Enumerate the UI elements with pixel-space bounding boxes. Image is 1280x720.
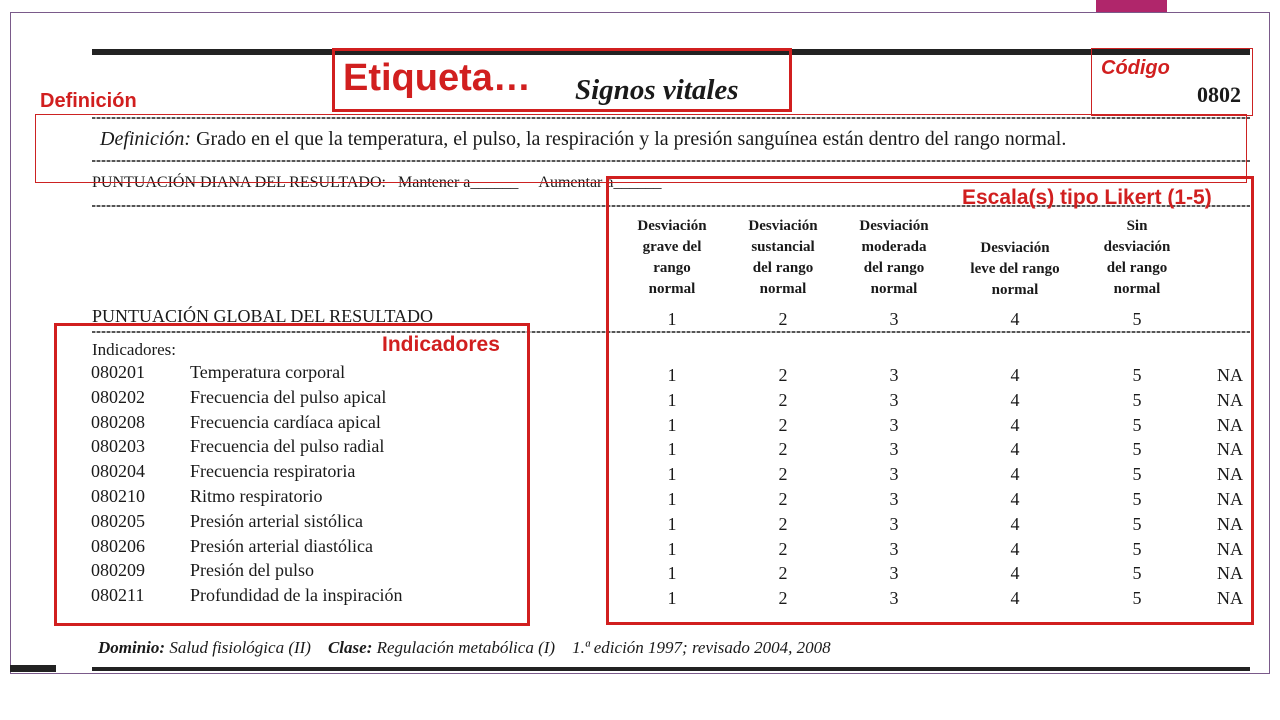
indicator-name: Frecuencia del pulso apical — [190, 386, 387, 407]
indicators-label: Indicadores: — [92, 340, 177, 359]
rating-option[interactable]: 5 — [1132, 464, 1142, 485]
outcome-code: 0802 — [1197, 82, 1241, 107]
indicator-name: Frecuencia respiratoria — [190, 461, 356, 482]
definition-text: Grado en el que la temperatura, el pulso, la respiración y la presión sanguínea están dentro del rango normal. — [196, 128, 1067, 150]
indicator-code: 080201 — [91, 362, 145, 382]
scale-header-line: leve del rango — [970, 261, 1060, 277]
rating-option[interactable]: 4 — [1010, 538, 1020, 559]
rating-option[interactable]: 3 — [889, 365, 899, 385]
indicator-code: 080202 — [91, 386, 145, 407]
scale-header-line: del rango — [752, 260, 814, 276]
indicator-code: 080209 — [91, 560, 145, 581]
indicator-code: 080204 — [91, 461, 145, 482]
rating-option[interactable]: 2 — [778, 464, 788, 485]
rating-option[interactable]: 5 — [1132, 489, 1142, 509]
bottom-rule — [92, 667, 1250, 671]
indicators-annotation: Indicadores — [382, 333, 500, 356]
rating-option[interactable]: 5 — [1132, 439, 1142, 460]
na-option[interactable]: NA — [1217, 365, 1243, 385]
accent-tab — [1096, 0, 1167, 12]
scale-header-line: del rango — [863, 260, 925, 276]
definition-annotation: Definición — [40, 90, 137, 112]
rating-option[interactable]: 3 — [889, 414, 899, 435]
likert-annotation — [962, 186, 1212, 209]
indicator-code: 080206 — [91, 535, 145, 556]
target-score-label: PUNTUACIÓN DIANA DEL RESULTADO: — [92, 174, 386, 191]
na-option[interactable]: NA — [1217, 464, 1243, 485]
na-option[interactable]: NA — [1217, 414, 1243, 435]
scale-header-line: Desviación — [748, 218, 818, 234]
scale-header-line: Desviación — [980, 240, 1050, 256]
rating-option[interactable]: 1 — [667, 365, 677, 385]
code-annotation: Código — [1101, 57, 1170, 79]
scale-number: 1 — [667, 309, 677, 329]
rating-option[interactable]: 1 — [667, 439, 677, 460]
label-annotation: Etiqueta… — [343, 57, 531, 99]
rating-option[interactable]: 4 — [1010, 464, 1020, 485]
rating-option[interactable]: 5 — [1132, 538, 1142, 559]
rating-option[interactable]: 1 — [667, 513, 677, 534]
rating-option[interactable]: 5 — [1132, 513, 1142, 534]
rating-option[interactable]: 5 — [1132, 414, 1142, 435]
rating-option[interactable]: 4 — [1010, 563, 1020, 584]
rating-option[interactable]: 3 — [889, 513, 899, 534]
outcome-title: Signos vitales — [575, 74, 739, 106]
rating-option[interactable]: 2 — [778, 513, 788, 534]
rating-option[interactable]: 4 — [1010, 414, 1020, 435]
indicator-name: Profundidad de la inspiración — [190, 585, 403, 606]
rating-option[interactable]: 3 — [889, 563, 899, 584]
indicator-code: 080203 — [91, 436, 145, 457]
indicator-name: Temperatura corporal — [190, 362, 346, 382]
scale-number: 4 — [1010, 309, 1020, 329]
scale-header-line: Desviación — [859, 218, 929, 234]
scale-header-line: normal — [870, 281, 918, 297]
rating-option[interactable]: 4 — [1010, 513, 1020, 534]
rating-option[interactable]: 1 — [667, 389, 677, 410]
indicator-code: 080210 — [91, 486, 145, 506]
na-option[interactable]: NA — [1217, 439, 1243, 460]
rating-option[interactable]: 5 — [1132, 588, 1142, 609]
rating-option[interactable]: 4 — [1010, 439, 1020, 460]
rating-option[interactable]: 1 — [667, 464, 677, 485]
rating-option[interactable]: 5 — [1132, 389, 1142, 410]
rating-option[interactable]: 3 — [889, 489, 899, 509]
likert-annotation-text: Escala(s) tipo Likert (1-5) — [962, 186, 1212, 209]
indicator-code: 080205 — [91, 510, 145, 531]
rating-option[interactable]: 1 — [667, 588, 677, 609]
rating-option[interactable]: 4 — [1010, 489, 1020, 509]
na-option[interactable]: NA — [1217, 538, 1243, 559]
rating-option[interactable]: 3 — [889, 439, 899, 460]
scale-header-line: Sin — [1126, 218, 1148, 234]
rating-option[interactable]: 4 — [1010, 389, 1020, 410]
scale-header-line: rango — [653, 260, 691, 276]
scale-header-line: normal — [648, 281, 696, 297]
class: Regulación metabólica (I) — [376, 638, 556, 657]
scale-header-line: Desviación — [637, 218, 707, 234]
rating-option[interactable]: 2 — [778, 414, 788, 435]
rating-option[interactable]: 3 — [889, 389, 899, 410]
scale-header-line: grave del — [642, 239, 702, 255]
scale-number: 5 — [1132, 309, 1142, 329]
rating-option[interactable]: 4 — [1010, 365, 1020, 385]
scale-number: 2 — [778, 309, 788, 329]
indicators-annotation-box — [54, 323, 530, 626]
definition-annotation-box — [35, 114, 1247, 183]
rating-option[interactable]: 2 — [778, 588, 788, 609]
rating-option[interactable]: 2 — [778, 563, 788, 584]
rating-option[interactable]: 2 — [778, 365, 788, 385]
increase-field: Aumentar a______ — [538, 174, 662, 191]
global-score-label: PUNTUACIÓN GLOBAL DEL RESULTADO — [92, 306, 434, 326]
scale-header-line: normal — [759, 281, 807, 297]
rating-option[interactable]: 3 — [889, 588, 899, 609]
scale-header-line: del rango — [1106, 260, 1168, 276]
rating-option[interactable]: 2 — [778, 538, 788, 559]
na-option[interactable]: NA — [1217, 389, 1243, 410]
likert-annotation-box — [606, 176, 1254, 625]
maintain-field: Mantener a______ — [397, 174, 519, 191]
rating-option[interactable]: 2 — [778, 489, 788, 509]
scale-header-line: desviación — [1103, 239, 1171, 255]
footer-bar — [10, 665, 56, 672]
edition: 1.ª edición 1997; revisado 2004, 2008 — [572, 638, 831, 657]
indicator-name: Frecuencia del pulso radial — [190, 436, 385, 457]
rating-option[interactable]: 4 — [1010, 588, 1020, 609]
class-label: Clase: — [327, 638, 373, 657]
scale-header-line: normal — [1113, 281, 1161, 297]
rating-option[interactable]: 5 — [1132, 563, 1142, 584]
indicator-name: Ritmo respiratorio — [190, 486, 323, 506]
rating-option[interactable]: 5 — [1132, 365, 1142, 385]
scale-number: 3 — [889, 309, 899, 329]
indicator-name: Presión arterial sistólica — [190, 510, 363, 531]
indicator-name: Presión arterial diastólica — [190, 535, 373, 556]
rating-option[interactable]: 2 — [778, 439, 788, 460]
rating-option[interactable]: 3 — [889, 538, 899, 559]
rating-option[interactable]: 3 — [889, 464, 899, 485]
indicator-name: Frecuencia cardíaca apical — [190, 411, 381, 432]
na-option[interactable]: NA — [1217, 513, 1243, 534]
domain: Salud fisiológica (II) — [169, 638, 311, 657]
na-option[interactable]: NA — [1217, 588, 1243, 609]
scale-header-line: normal — [991, 282, 1039, 298]
definition-label: Definición: — [100, 128, 192, 150]
indicator-code: 080208 — [91, 411, 145, 432]
domain-label: Dominio: — [98, 638, 166, 657]
indicator-name: Presión del pulso — [190, 560, 314, 581]
scale-header-line: sustancial — [751, 239, 815, 255]
footer-info — [98, 638, 831, 658]
na-option[interactable]: NA — [1217, 489, 1243, 509]
rating-option[interactable]: 1 — [667, 414, 677, 435]
rating-option[interactable]: 2 — [778, 389, 788, 410]
rating-option[interactable]: 1 — [667, 489, 677, 509]
rating-option[interactable]: 1 — [667, 563, 677, 584]
rating-option[interactable]: 1 — [667, 538, 677, 559]
indicator-code: 080211 — [91, 585, 145, 606]
scale-header-line: moderada — [861, 239, 927, 255]
na-option[interactable]: NA — [1217, 563, 1243, 584]
